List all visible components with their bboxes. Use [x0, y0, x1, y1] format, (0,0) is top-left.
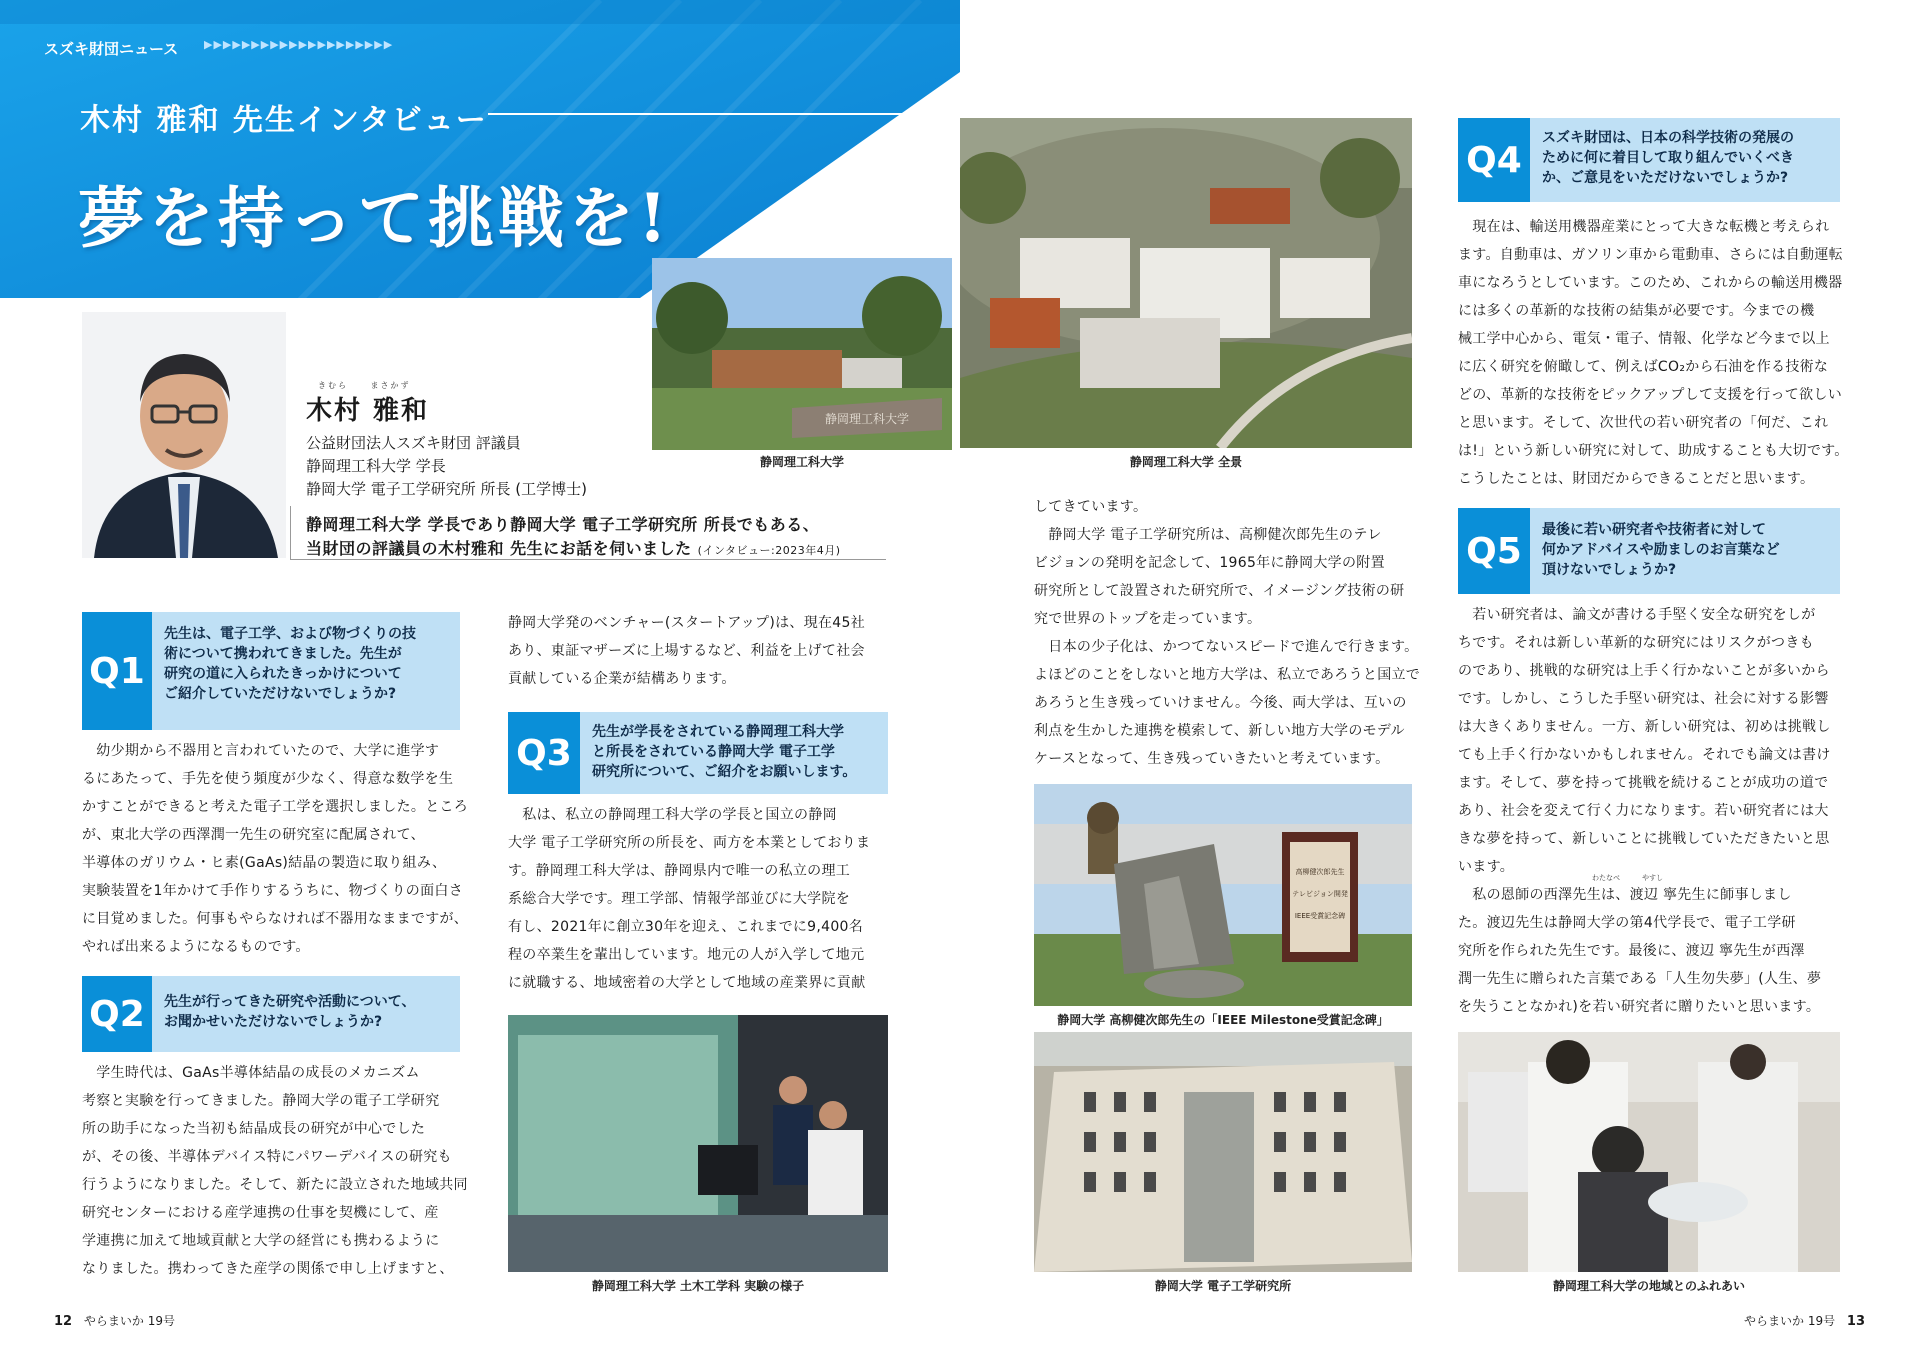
- a3-cont-line: ビジョンの発明を記念して、1965年に静岡大学の附置: [1034, 555, 1385, 571]
- campus-aerial-photo: [960, 118, 1412, 448]
- lead-line-2-text: 当財団の評議員の木村雅和 先生にお話を伺いました: [306, 539, 692, 558]
- a3-cont-line: 利点を生かした連携を模索して、新しい地方大学のモデル: [1034, 723, 1405, 739]
- lead-line-2: [306, 536, 841, 559]
- a4-line: は!」という新しい研究に対して、助成することも大切です。: [1458, 443, 1849, 459]
- a4-line: 械工学中心から、電気・電子、情報、化学など今まで以上: [1458, 331, 1830, 347]
- a5-line: ても上手く行かないかもしれません。それでも論文は書け: [1458, 747, 1831, 763]
- page-number-left: 12: [54, 1314, 73, 1329]
- a1-line: が、東北大学の西澤潤一先生の研究室に配属されて、: [82, 827, 425, 843]
- q4-line: ために何に着目して取り組んでいくべき: [1542, 150, 1794, 166]
- a1-line: かすことができると考えた電子工学を選択しました。ところ: [82, 799, 469, 815]
- a3-cont-line: あろうと生き残っていけません。今後、両大学は、互いの: [1034, 695, 1407, 711]
- a5-line: ます。そして、夢を持って挑戦を続けることが成功の道で: [1458, 775, 1829, 791]
- a2-line: 行うようになりました。そして、新たに設立された地域共同: [82, 1177, 468, 1193]
- a3-cont-line: 究で世界のトップを走っています。: [1034, 611, 1262, 627]
- q4-line: か、ご意見をいただけないでしょうか?: [1542, 170, 1789, 186]
- a3-cont-line: 日本の少子化は、かつてないスピードで進んで行きます。: [1034, 639, 1419, 655]
- a2-line: 学生時代は、GaAs半導体結晶の成長のメカニズム: [82, 1065, 420, 1081]
- q3-question: [580, 712, 888, 794]
- a4-line: と思います。そして、次世代の若い研究者の「何だ、これ: [1458, 415, 1829, 431]
- a1-line: 半導体のガリウム・ヒ素(GaAs)結晶の製造に取り組み、: [82, 855, 447, 871]
- monument-plate-line-3: IEEE受賞記念碑: [1294, 912, 1346, 920]
- a3-line: に就職する、地域密着の大学として地域の産業界に貢献: [508, 975, 866, 991]
- a5-line: のであり、挑戦的な研究は上手く行かないことが多いから: [1458, 663, 1830, 679]
- a3-line: す。静岡理工科大学は、静岡県内で唯一の私立の理工: [508, 863, 851, 879]
- a5-line: です。しかし、こうした手堅い研究は、社会に対する影響: [1458, 691, 1829, 707]
- q3-line: 先生が学長をされている静岡理工科大学: [592, 724, 844, 740]
- person-name: 木村 雅和: [306, 396, 430, 426]
- ruby-yasushi: やすし: [1642, 874, 1663, 882]
- caption-campus: 静岡理工科大学: [759, 455, 844, 469]
- a2-line: 学連携に加えて地域貢献と大学の経営にも携わるように: [82, 1233, 440, 1249]
- q4-line: スズキ財団は、日本の科学技術の発展の: [1542, 130, 1794, 146]
- q2-line: 先生が行ってきた研究や活動について、: [164, 994, 416, 1010]
- q5-line: 頂けないでしょうか?: [1542, 562, 1677, 578]
- a3-line: 有し、2021年に創立30年を迎え、これまでに9,400名: [508, 919, 864, 935]
- a5-line: た。渡辺先生は静岡大学の第4代学長で、電子工学研: [1458, 915, 1796, 931]
- a2-line: が、その後、半導体デバイス特にパワーデバイスの研究も: [82, 1149, 452, 1165]
- a5-line: 私の恩師の西澤先生は、渡辺 寧先生に師事しまし: [1458, 887, 1792, 903]
- a2-line: 所の助手になった当初も結晶成長の研究が中心でした: [82, 1121, 426, 1137]
- footer-left: [54, 1312, 175, 1329]
- a5-line: あり、社会を変えて行く力になります。若い研究者には大: [1458, 803, 1829, 819]
- a5-line: 究所を作られた先生です。最後に、渡辺 寧先生が西澤: [1458, 943, 1805, 959]
- a2-line: 考察と実験を行ってきました。静岡大学の電子工学研究: [82, 1093, 440, 1109]
- q3-line: 研究所について、ご紹介をお願いします。: [592, 764, 857, 780]
- a4-line: に広く研究を俯瞰して、例えばCO₂から石油を作る技術な: [1458, 359, 1829, 375]
- a5-line: 潤一先生に贈られた言葉である「人生勿失夢」(人生、夢: [1458, 971, 1822, 987]
- interview-date: (インタビュー:2023年4月): [697, 544, 841, 557]
- magazine-name-left: やらまいか 19号: [83, 1314, 176, 1328]
- rie-building-photo: [1034, 1032, 1412, 1272]
- q1-line: 先生は、電子工学、および物づくりの技: [164, 626, 416, 642]
- campus-photo: [652, 258, 952, 450]
- a1-line: に目覚めました。何事もやらなければ不器用なままですが、: [82, 911, 469, 927]
- section-label: スズキ財団ニュース: [44, 40, 179, 58]
- profile-role-2: 静岡理工科大学 学長: [306, 457, 446, 475]
- q1-line: ご紹介していただけないでしょうか?: [164, 686, 397, 702]
- q1-question: [152, 612, 460, 730]
- a5-line: 若い研究者は、論文が書ける手堅く安全な研究をしが: [1458, 607, 1816, 623]
- a3-cont-line: してきています。: [1034, 499, 1148, 515]
- page-title: 夢を持って挑戦を!: [78, 179, 671, 257]
- a5-line: きな夢を持って、新しいことに挑戦していただきたいと思: [1458, 831, 1830, 847]
- q5-question: [1530, 508, 1840, 594]
- a4-line: 現在は、輸送用機器産業にとって大きな転機と考えられ: [1458, 219, 1830, 235]
- a4-line: 車になろうとしています。このため、これからの輸送用機器: [1458, 275, 1843, 291]
- community-photo: [1458, 1032, 1840, 1272]
- a3-line: 私は、私立の静岡理工科大学の学長と国立の静岡: [508, 807, 837, 823]
- a4-line: どの、革新的な技術をピックアップして支援を行って欲しい: [1458, 387, 1842, 403]
- page-number-right: 13: [1846, 1314, 1866, 1329]
- caption-civil-lab: 静岡理工科大学 土木工学科 実験の様子: [591, 1279, 805, 1293]
- a4-line: には多くの革新的な技術の結集が必要です。今までの機: [1458, 303, 1815, 319]
- q3-badge: Q3: [508, 712, 580, 794]
- a4-line: こうしたことは、財団だからできることだと思います。: [1458, 471, 1815, 487]
- a5-line: は大きくありません。一方、新しい研究は、初めは挑戦し: [1458, 719, 1831, 735]
- portrait-photo: [82, 312, 286, 558]
- q2-badge: Q2: [82, 976, 152, 1052]
- a1-line: 実験装置を1年かけて手作りするうちに、物づくりの面白さ: [82, 883, 464, 899]
- monument-photo: [1034, 784, 1412, 1006]
- a2-line: 研究センターにおける産学連携の仕事を契機にして、産: [82, 1205, 439, 1221]
- campus-sign-text: 静岡理工科大学: [824, 412, 910, 426]
- footer-right: [1744, 1312, 1865, 1329]
- a1-line: 幼少期から不器用と言われていたので、大学に進学す: [82, 743, 440, 759]
- lead-line-1: 静岡理工科大学 学長であり静岡大学 電子工学研究所 所長でもある、: [306, 515, 820, 534]
- caption-monument: 静岡大学 高柳健次郎先生の「IEEE Milestone受賞記念碑」: [1057, 1013, 1389, 1027]
- q5-badge: Q5: [1458, 508, 1530, 594]
- title-rule: [488, 113, 918, 115]
- caption-community: 静岡理工科大学の地域とのふれあい: [1552, 1279, 1745, 1293]
- monument-plate-line-2: テレビジョン開発: [1292, 890, 1348, 898]
- furigana-sei: きむら: [318, 381, 348, 390]
- monument-plate-line-1: 高柳健次郎先生: [1295, 868, 1345, 876]
- a2-cont-line: 貢献している企業が結構あります。: [508, 671, 736, 687]
- a5-line: を失うことなかれ)を若い研究者に贈りたいと思います。: [1458, 999, 1821, 1015]
- interview-title: 木村 雅和 先生インタビュー: [80, 103, 488, 138]
- a3-cont-line: 静岡大学 電子工学研究所は、高柳健次郎先生のテレ: [1034, 527, 1382, 543]
- civil-lab-photo: [508, 1015, 888, 1272]
- a1-line: るにあたって、手先を使う頻度が少なく、得意な数学を生: [82, 771, 454, 787]
- a3-cont-line: 研究所として設置された研究所で、イメージング技術の研: [1034, 583, 1405, 599]
- a2-cont-line: あり、東証マザーズに上場するなど、利益を上げて社会: [508, 643, 865, 659]
- q4-question: [1530, 118, 1840, 202]
- furigana-mei: まさかず: [370, 381, 411, 390]
- q3-line: と所長をされている静岡大学 電子工学: [592, 744, 835, 760]
- a3-cont-line: よほどのことをしないと地方大学は、私立であろうと国立で: [1034, 667, 1421, 683]
- ruby-watanabe: わたなべ: [1592, 874, 1620, 882]
- a3-line: 大学 電子工学研究所の所長を、両方を本業としておりま: [508, 835, 871, 851]
- a5-line: います。: [1458, 859, 1515, 875]
- caption-campus-aerial: 静岡理工科大学 全景: [1129, 455, 1243, 469]
- q1-badge: Q1: [82, 612, 152, 730]
- caption-rie: 静岡大学 電子工学研究所: [1154, 1279, 1292, 1293]
- profile-role-1: 公益財団法人スズキ財団 評議員: [306, 434, 521, 452]
- a3-line: 系総合大学です。理工学部、情報学部並びに大学院を: [508, 891, 851, 907]
- a3-cont-line: ケースとなって、生き残っていきたいと考えています。: [1034, 751, 1390, 767]
- a5-line: ちです。それは新しい革新的な研究にはリスクがつきも: [1458, 635, 1814, 651]
- section-arrows: ▶▶▶▶▶▶▶▶▶▶▶▶▶▶▶▶▶▶▶▶: [204, 38, 394, 51]
- q5-line: 何かアドバイスや励ましのお言葉など: [1542, 542, 1780, 558]
- a3-line: 程の卒業生を輩出しています。地元の人が入学して地元: [508, 947, 865, 963]
- a2-cont-line: 静岡大学発のベンチャー(スタートアップ)は、現在45社: [508, 615, 866, 631]
- q2-line: お聞かせいただけないでしょうか?: [164, 1014, 383, 1030]
- a4-line: ます。自動車は、ガソリン車から電動車、さらには自動運転: [1458, 247, 1843, 263]
- a1-line: やれば出来るようになるものです。: [82, 939, 310, 955]
- q4-badge: Q4: [1458, 118, 1530, 202]
- q5-line: 最後に若い研究者や技術者に対して: [1542, 522, 1766, 538]
- q2-question: [152, 976, 460, 1052]
- q1-line: 術について携われてきました。先生が: [164, 646, 402, 662]
- magazine-name-right: やらまいか 19号: [1744, 1314, 1836, 1328]
- a2-line: なりました。携わってきた産学の関係で申し上げますと、: [82, 1261, 454, 1277]
- profile-role-3: 静岡大学 電子工学研究所 所長 (工学博士): [306, 480, 588, 498]
- q1-line: 研究の道に入られたきっかけについて: [164, 666, 402, 682]
